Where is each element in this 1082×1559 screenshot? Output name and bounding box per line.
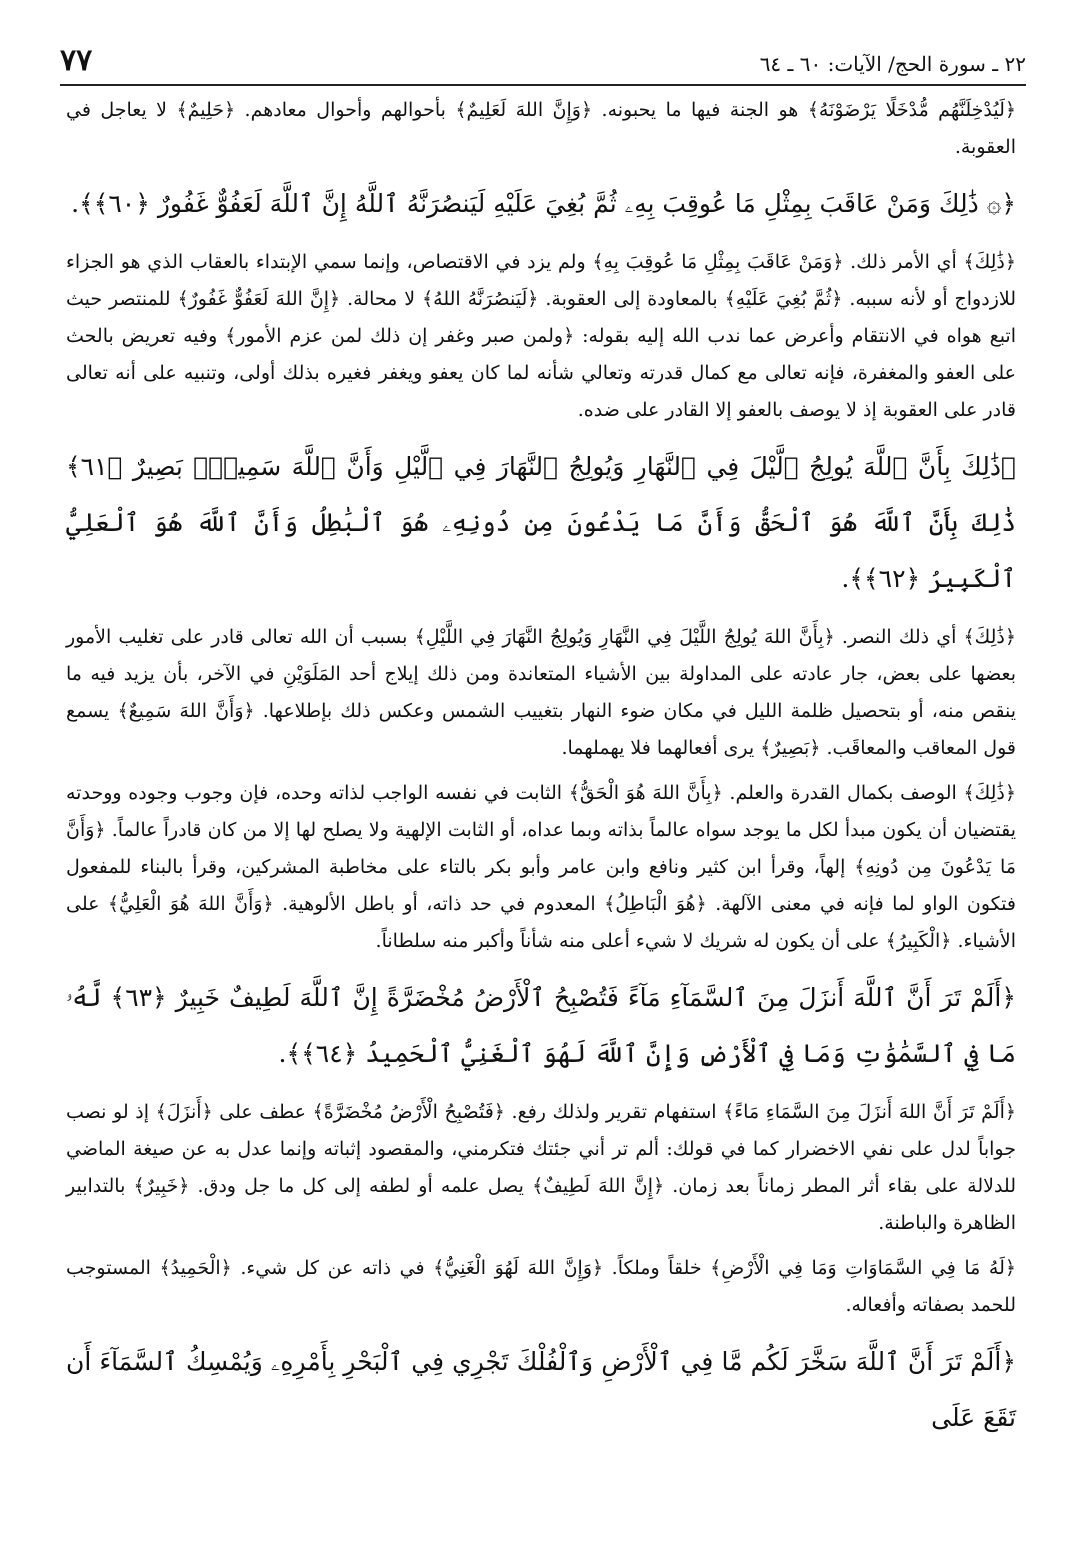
commentary-paragraph: ﴿لَهُ مَا فِي السَّمَاوَاتِ وَمَا فِي الْأَرْضِ﴾ خلقاً وملكاً. ﴿وَإِنَّ اللهَ لَهُوَ الْغَنِيُّ﴾ في ذاته عن كل شيء. ﴿الْحَمِيدُ﴾ المستوجب للحمد بصفاته وأفعاله. [66, 1257, 1016, 1316]
verse-block: ﴿أَلَمْ تَرَ أَنَّ ٱللَّهَ سَخَّرَ لَكُم مَّا فِي ٱلْأَرْضِ وَٱلْفُلْكَ تَجْرِي فِي ٱلْبَحْرِ بِأَمْرِهِۦ وَيُمْسِكُ ٱلسَّمَآءَ أَن تَقَعَ عَلَى [66, 1347, 1016, 1432]
verse-block: ﴿أَلَمْ تَرَ أَنَّ ٱللَّهَ أَنزَلَ مِنَ ٱلسَّمَآءِ مَآءً فَتُصْبِحُ ٱلْأَرْضُ مُخْضَرَّةً إِنَّ ٱللَّهَ لَطِيفٌ خَبِيرٌ ﴿٦٣﴾ لَّهُۥ مَا فِي ٱلسَّمَٰوَٰتِ وَمَا فِي ٱلْأَرْضِ وَإِنَّ ٱللَّهَ لَهُوَ ٱلْغَنِيُّ ٱلْحَمِيدُ ﴿٦٤﴾﴾. [66, 983, 1016, 1068]
commentary-paragraph: ﴿لَيُدْخِلَنَّهُم مُّدْخَلًا يَرْضَوْنَهُ﴾ هو الجنة فيها ما يحبونه. ﴿وَإِنَّ اللهَ لَعَلِيمٌ﴾ بأحوالهم وأحوال معادهم. ﴿حَلِيمٌ﴾ لا يعاجل في العقوبة. [66, 99, 1016, 158]
running-head: ٢٢ ـ سورة الحج/ الآيات: ٦٠ ـ ٦٤ [759, 52, 1026, 76]
page-number: ٧٧ [60, 43, 93, 78]
commentary-paragraph: ﴿أَلَمْ تَرَ أَنَّ اللهَ أَنزَلَ مِنَ السَّمَاءِ مَاءً﴾ استفهام تقرير ولذلك رفع. ﴿فَتُصْبِحُ الْأَرْضُ مُخْضَرَّةً﴾ عطف على ﴿أَنزَلَ﴾ إذ لو نصب جواباً لدل على نفي الاخضرار كما في قولك: ألم تر أني جئتك فتكرمني، والمقصود إثباته وإنما عدل به عن صيغة الماضي للدلالة على بقاء أثر المطر زماناً بعد زمان. ﴿إِنَّ اللهَ لَطِيفٌ﴾ يصل علمه أو لطفه إلى كل ما جل ودق. ﴿خَبِيرٌ﴾ بالتدابير الظاهرة والباطنة. [66, 1101, 1016, 1234]
commentary-paragraph: ﴿ذَٰلِكَ﴾ أي ذلك النصر. ﴿بِأَنَّ اللهَ يُولِجُ اللَّيْلَ فِي النَّهَارِ وَيُولِجُ النَّهَارَ فِي اللَّيْلِ﴾ بسبب أن الله تعالى قادر على تغليب الأمور بعضها على بعض، جار عادته على المداولة بين الأشياء المتعاندة ومن ذلك إيلاج أحد المَلَوَيْنِ في الآخر، بأن يزيد فيه ما ينقص منه، أو بتحصيل ظلمة الليل في مكان ضوء النهار بتغييب الشمس وعكس ذلك بإطلاعها. ﴿وَأَنَّ اللهَ سَمِيعٌ﴾ يسمع قول المعاقب والمعاقَب. ﴿بَصِيرٌ﴾ يرى أفعالهما فلا يهملهما. [66, 626, 1017, 759]
verse-block: ﴿۞ ذَٰلِكَ وَمَنْ عَاقَبَ بِمِثْلِ مَا عُوقِبَ بِهِۦ ثُمَّ بُغِيَ عَلَيْهِ لَيَنصُرَنَّهُ ٱللَّهُ إِنَّ ٱللَّهَ لَعَفُوٌّ غَفُورٌ ﴿٦٠﴾﴾. [71, 189, 1016, 218]
verse-block: ﴿ذَٰلِكَ بِأَنَّ ٱللَّهَ يُولِجُ ٱلَّيْلَ فِي ٱلنَّهَارِ وَيُولِجُ ٱلنَّهَارَ فِي ٱلَّيْلِ وَأَنَّ ٱللَّهَ سَمِيعٌۢ بَصِيرٌ ﴿٦١﴾ ذَٰلِكَ بِأَنَّ ٱللَّهَ هُوَ ٱلْحَقُّ وَأَنَّ مَا يَدْعُونَ مِن دُونِهِۦ هُوَ ٱلْبَٰطِلُ وَأَنَّ ٱللَّهَ هُوَ ٱلْعَلِيُّ ٱلْكَبِيرُ ﴿٦٢﴾﴾. [66, 452, 1016, 593]
commentary-paragraph: ﴿ذَٰلِكَ﴾ الوصف بكمال القدرة والعلم. ﴿بِأَنَّ اللهَ هُوَ الْحَقُّ﴾ الثابت في نفسه الواجب لذاته وحده، فإن وجوب وجوده ووحدته يقتضيان أن يكون مبدأ لكل ما يوجد سواه عالماً بذاته وبما عداه، أو الثابت الإلهية ولا يصلح لها إلا من كان قادراً عالماً. ﴿وَأَنَّ مَا يَدْعُونَ مِن دُونِهِ﴾ إلهاً، وقرأ ابن كثير ونافع وابن عامر وأبو بكر بالتاء على مخاطبة المشركين، وقرأ بالبناء للمفعول فتكون الواو لما فإنه في معنى الآلهة. ﴿هُوَ الْبَاطِلُ﴾ المعدوم في حد ذاته، أو باطل الألوهية. ﴿وَأَنَّ اللهَ هُوَ الْعَلِيُّ﴾ على الأشياء. ﴿الْكَبِيرُ﴾ على أن يكون له شريك لا شيء أعلى منه شأناً وأكبر منه سلطاناً. [66, 782, 1016, 952]
commentary-paragraph: ﴿ذَٰلِكَ﴾ أي الأمر ذلك. ﴿وَمَنْ عَاقَبَ بِمِثْلِ مَا عُوقِبَ بِهِ﴾ ولم يزد في الاقتصاص، وإنما سمي الإبتداء بالعقاب الذي هو الجزاء للازدواج أو لأنه سببه. ﴿ثُمَّ بُغِيَ عَلَيْهِ﴾ بالمعاودة إلى العقوبة. ﴿لَيَنصُرَنَّهُ اللهُ﴾ لا محالة. ﴿إِنَّ اللهَ لَعَفُوٌّ غَفُورٌ﴾ للمنتصر حيث اتبع هواه في الانتقام وأعرض عما ندب الله إليه بقوله: ﴿ولمن صبر وغفر إن ذلك لمن عزم الأمور﴾ وفيه تعريض بالحث على العفو والمغفرة، فإنه تعالى مع كمال قدرته وتعالي شأنه لما كان يعفو ويغفر فغيره بذلك أولى، وتنبيه على أنه تعالى قادر على العقوبة إذ لا يوصف بالعفو إلا القادر على ضده. [66, 251, 1016, 421]
page-content [66, 92, 1016, 1458]
page-header [60, 28, 1026, 86]
